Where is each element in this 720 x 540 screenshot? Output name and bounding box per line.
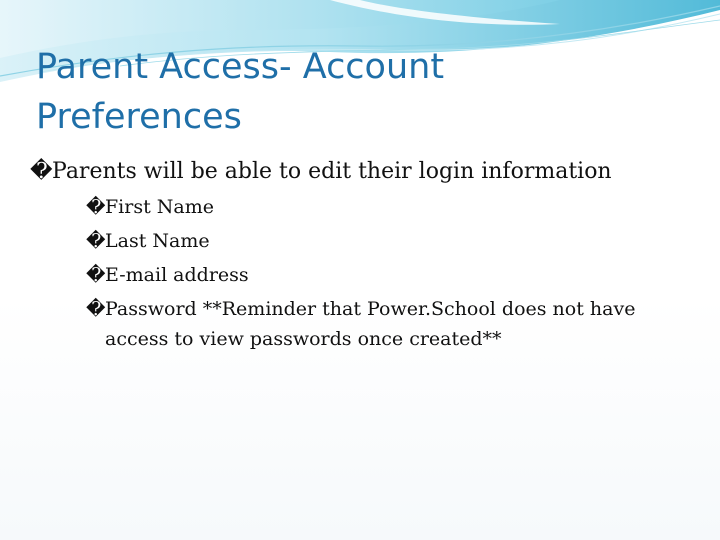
bullet-glyph: � bbox=[30, 159, 53, 184]
sub-bullet-text: Last Name bbox=[105, 230, 210, 252]
main-bullet-point bbox=[30, 154, 690, 190]
sub-bullet-text: E-mail address bbox=[105, 264, 249, 286]
bullet-glyph: � bbox=[86, 196, 106, 218]
sub-bullet-first-name bbox=[30, 190, 690, 224]
sub-bullet-email bbox=[30, 258, 690, 292]
main-bullet-text: Parents will be able to edit their login information bbox=[52, 159, 612, 184]
slide-title: Parent Access- Account Preferences bbox=[36, 47, 445, 137]
sub-bullet-last-name bbox=[30, 224, 690, 258]
slide-body bbox=[30, 154, 690, 354]
bullet-glyph: � bbox=[86, 230, 106, 252]
sub-bullet-password bbox=[30, 292, 690, 354]
bullet-glyph: � bbox=[86, 298, 106, 320]
bullet-glyph: � bbox=[86, 264, 106, 286]
sub-bullet-text: First Name bbox=[105, 196, 214, 218]
sub-bullet-text: Password **Reminder that Power.School does not have access to view passwords once created** bbox=[105, 298, 636, 350]
